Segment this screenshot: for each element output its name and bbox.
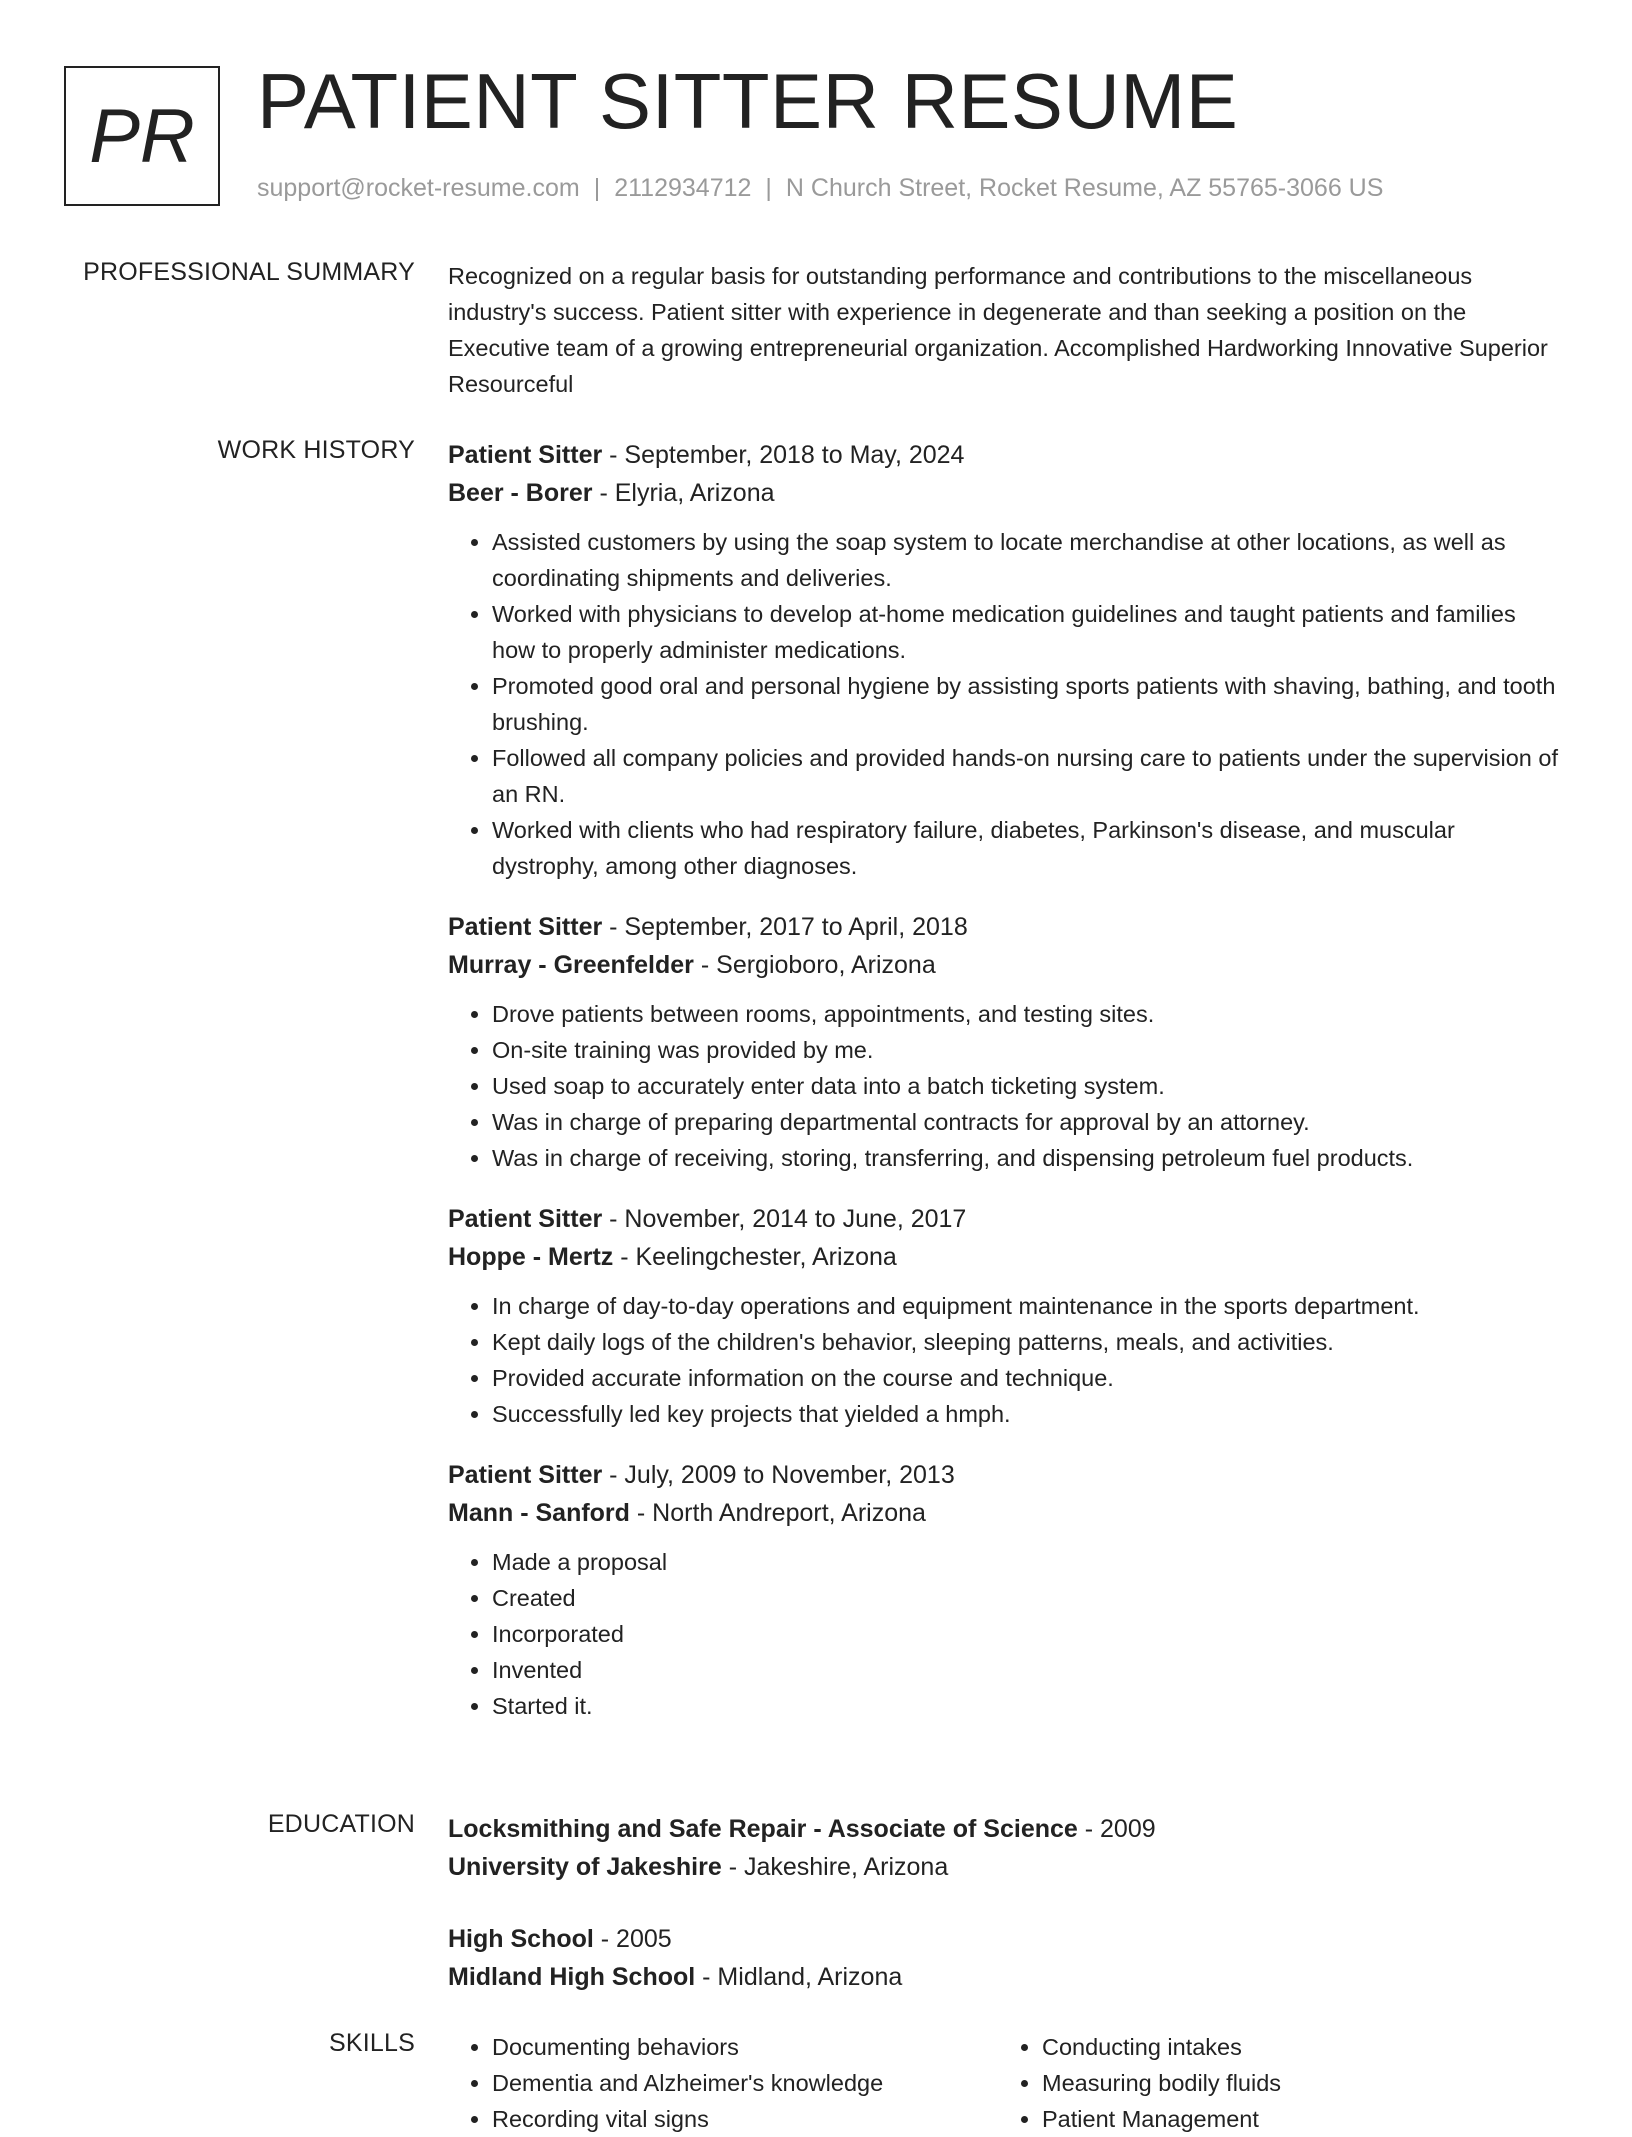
education-degree-line — [448, 1920, 1558, 1958]
job-company-line — [448, 1494, 1558, 1532]
skills-list-left — [448, 2029, 998, 2137]
contact-email: support@rocket-resume.com — [257, 174, 580, 202]
job-location: - Elyria, Arizona — [592, 479, 775, 507]
job-company: Beer - Borer — [448, 479, 593, 507]
education-heading: EDUCATION — [267, 1810, 415, 1838]
job-title: Patient Sitter — [448, 441, 603, 469]
job-bullet: • Drove patients between rooms, appointments, and testing sites. — [492, 996, 1558, 1032]
job-title: Patient Sitter — [448, 913, 603, 941]
education-school-line — [448, 1848, 1558, 1886]
summary-text: Recognized on a regular basis for outstanding performance and contributions to the miscellaneous industry's success. Patient sitter with experience in degenerate and than seeking a position on the Executive team of a growing entrepreneurial organization. Accomplished Hardworking Innovative Superior Resourceful — [448, 263, 1548, 397]
job-company-line — [448, 1238, 1558, 1276]
job-location: - Keelingchester, Arizona — [613, 1243, 897, 1271]
education-location: - Midland, Arizona — [695, 1963, 903, 1991]
job-bullet: • Provided accurate information on the course and technique. — [492, 1360, 1558, 1396]
contact-separator: | — [765, 174, 772, 202]
skill-item: • Dementia and Alzheimer's knowledge — [492, 2065, 998, 2101]
job-entry — [448, 436, 1558, 884]
education-degree-line — [448, 1810, 1558, 1848]
contact-phone: 2112934712 — [614, 174, 752, 202]
education-location: - Jakeshire, Arizona — [721, 1853, 949, 1881]
job-bullets — [448, 996, 1558, 1176]
education-year: - 2009 — [1077, 1815, 1156, 1843]
work-history-body — [448, 436, 1558, 1748]
skill-item: • Conducting intakes — [1042, 2029, 1548, 2065]
skill-item: • Recording vital signs — [492, 2101, 998, 2137]
skills-list-right — [998, 2029, 1548, 2137]
job-dates: - July, 2009 to November, 2013 — [602, 1461, 955, 1489]
job-bullet: • Worked with clients who had respiratory failure, diabetes, Parkinson's disease, and muscular dystrophy, among other diagnoses. — [492, 812, 1558, 884]
job-bullet: • Incorporated — [492, 1616, 1558, 1652]
job-bullet: • Successfully led key projects that yielded a hmph. — [492, 1396, 1558, 1432]
job-bullets — [448, 524, 1558, 884]
job-entry — [448, 1200, 1558, 1432]
job-title-line — [448, 1200, 1558, 1238]
job-location: - Sergioboro, Arizona — [693, 951, 936, 979]
education-school-line — [448, 1958, 1558, 1996]
job-company: Murray - Greenfelder — [448, 951, 694, 979]
job-title: Patient Sitter — [448, 1461, 603, 1489]
job-bullet: • Worked with physicians to develop at-home medication guidelines and taught patients and families how to properly administer medications. — [492, 596, 1558, 668]
job-bullet: • Created — [492, 1580, 1558, 1616]
job-bullet: • In charge of day-to-day operations and equipment maintenance in the sports department. — [492, 1288, 1558, 1324]
job-bullets — [448, 1288, 1558, 1432]
skills-body — [448, 2029, 1558, 2137]
job-bullet: • Promoted good oral and personal hygiene by assisting sports patients with shaving, bathing, and tooth brushing. — [492, 668, 1558, 740]
job-entry — [448, 1456, 1558, 1724]
job-title: Patient Sitter — [448, 1205, 603, 1233]
education-entry — [448, 1810, 1558, 1886]
job-bullet: • Started it. — [492, 1688, 1558, 1724]
job-company: Hoppe - Mertz — [448, 1243, 614, 1271]
skills-heading: SKILLS — [329, 2029, 415, 2057]
job-dates: - November, 2014 to June, 2017 — [602, 1205, 967, 1233]
job-bullet: • Kept daily logs of the children's behavior, sleeping patterns, meals, and activities. — [492, 1324, 1558, 1360]
resume-title: PATIENT SITTER RESUME — [257, 57, 1239, 145]
job-title-line — [448, 1456, 1558, 1494]
contact-address: N Church Street, Rocket Resume, AZ 55765-3066 US — [785, 174, 1384, 202]
job-title-line — [448, 908, 1558, 946]
job-title-line — [448, 436, 1558, 474]
job-location: - North Andreport, Arizona — [629, 1499, 926, 1527]
skills-columns — [448, 2029, 1558, 2137]
job-bullet: • On-site training was provided by me. — [492, 1032, 1558, 1068]
education-degree: Locksmithing and Safe Repair - Associate of Science — [448, 1815, 1078, 1843]
job-company: Mann - Sanford — [448, 1499, 630, 1527]
education-entry — [448, 1920, 1558, 1996]
education-degree: High School — [448, 1925, 594, 1953]
job-bullet: • Used soap to accurately enter data into a batch ticketing system. — [492, 1068, 1558, 1104]
job-entry — [448, 908, 1558, 1176]
job-company-line — [448, 946, 1558, 984]
monogram-box — [64, 66, 220, 206]
job-bullet: • Was in charge of receiving, storing, transferring, and dispensing petroleum fuel products. — [492, 1140, 1558, 1176]
skill-item: • Patient Management — [1042, 2101, 1548, 2137]
education-year: - 2005 — [593, 1925, 672, 1953]
job-company-line — [448, 474, 1558, 512]
education-school: Midland High School — [448, 1963, 696, 1991]
job-bullet: • Made a proposal — [492, 1544, 1558, 1580]
contact-separator: | — [593, 174, 601, 202]
education-body — [448, 1810, 1558, 2030]
job-bullet: • Invented — [492, 1652, 1558, 1688]
skill-item: • Measuring bodily fluids — [1042, 2065, 1548, 2101]
job-bullets — [448, 1544, 1558, 1724]
work-history-heading: WORK HISTORY — [217, 436, 415, 464]
summary-heading: PROFESSIONAL SUMMARY — [83, 258, 415, 286]
job-bullet: • Was in charge of preparing departmental contracts for approval by an attorney. — [492, 1104, 1558, 1140]
job-bullet: • Assisted customers by using the soap system to locate merchandise at other locations, as well as coordinating shipments and deliveries. — [492, 524, 1558, 596]
job-dates: - September, 2017 to April, 2018 — [602, 913, 968, 941]
skill-item: • Documenting behaviors — [492, 2029, 998, 2065]
job-bullet: • Followed all company policies and provided hands-on nursing care to patients under the supervision of an RN. — [492, 740, 1558, 812]
job-dates: - September, 2018 to May, 2024 — [602, 441, 965, 469]
contact-line — [257, 174, 1383, 203]
summary-body — [448, 258, 1558, 402]
monogram-initials: PR — [89, 93, 195, 179]
education-school: University of Jakeshire — [448, 1853, 722, 1881]
